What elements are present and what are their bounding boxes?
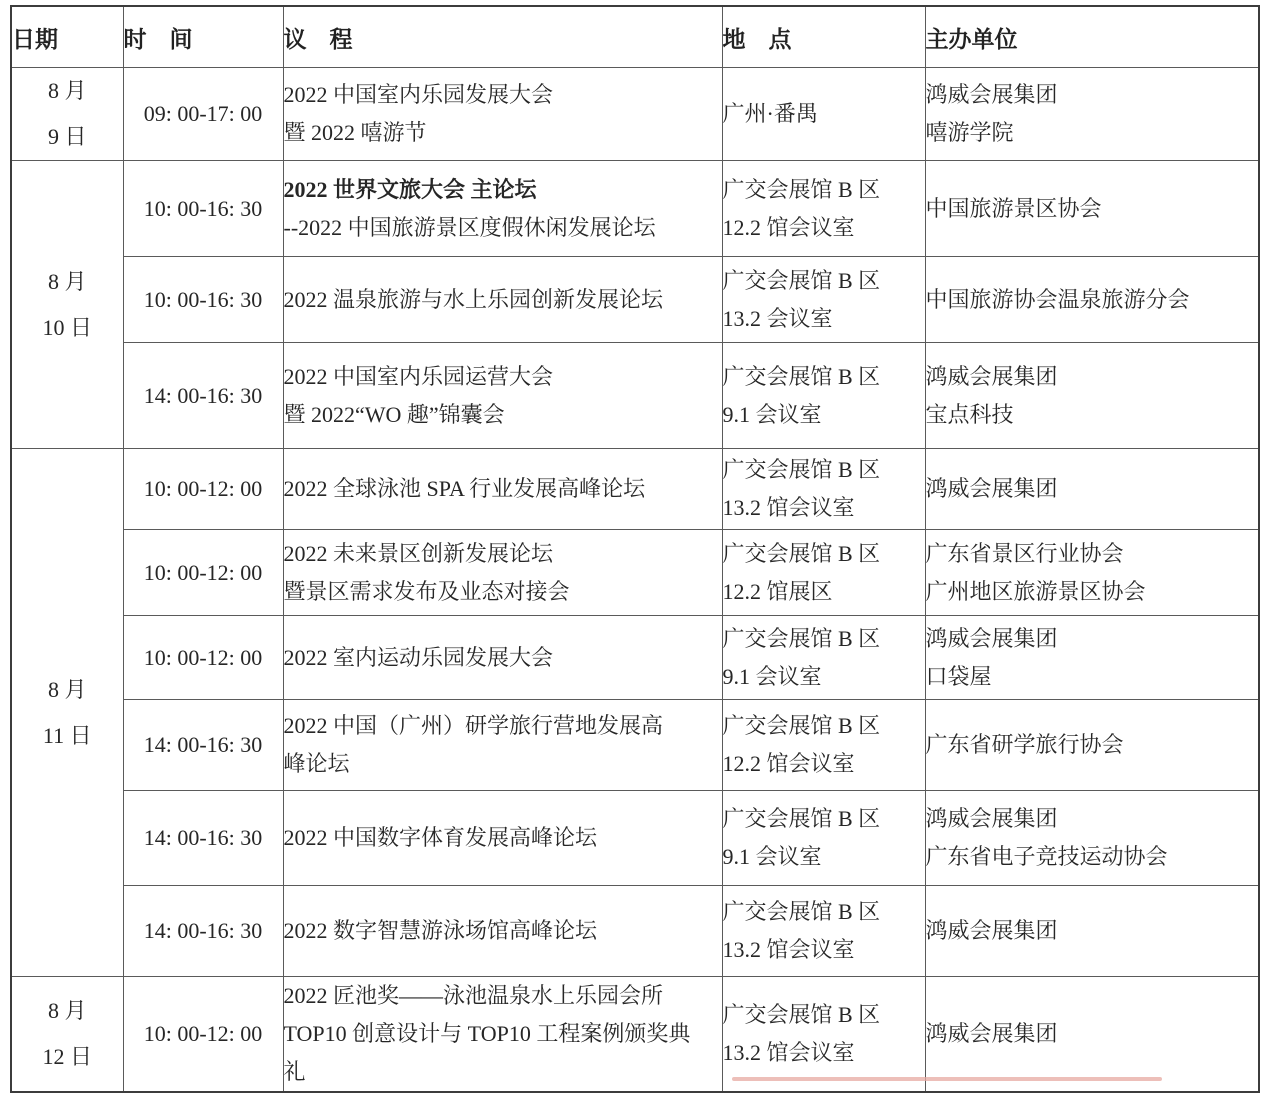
organizer-cell — [925, 530, 1259, 616]
agenda-line: 2022 中国数字体育发展高峰论坛 — [283, 825, 598, 850]
schedule-table-container — [10, 5, 1260, 1093]
organizer-line: 广州地区旅游景区协会 — [925, 578, 1146, 604]
location-cell — [722, 449, 925, 530]
organizer-line: 鸿威会展集团 — [925, 476, 1058, 501]
organizer-line: 广东省研学旅行协会 — [925, 732, 1124, 757]
agenda-cell — [283, 886, 722, 977]
header-location: 地 点 — [722, 6, 925, 68]
organizer-line: 口袋屋 — [925, 663, 992, 689]
agenda-cell — [283, 449, 722, 530]
agenda-cell — [283, 161, 722, 257]
table-row — [11, 68, 1259, 161]
agenda-cell — [283, 616, 722, 700]
date-line: 8 月 — [47, 78, 87, 103]
table-row — [11, 886, 1259, 977]
location-line: 广交会展馆 B 区 — [722, 457, 881, 482]
location-line: 广交会展馆 B 区 — [722, 625, 881, 651]
location-cell — [722, 343, 925, 449]
agenda-line: 2022 中国（广州）研学旅行营地发展高 — [283, 713, 664, 738]
agenda-line: 暨 2022 嘻游节 — [283, 120, 427, 145]
date-cell-aug9 — [11, 68, 123, 161]
date-line: 11 日 — [42, 722, 92, 748]
location-line: 广州·番禺 — [722, 101, 818, 126]
time-cell: 10: 00-16: 30 — [123, 161, 283, 257]
organizer-cell — [925, 161, 1259, 257]
agenda-cell — [283, 977, 722, 1093]
agenda-line: TOP10 创意设计与 TOP10 工程案例颁奖典 — [283, 1021, 691, 1046]
table-row — [11, 161, 1259, 257]
organizer-cell — [925, 257, 1259, 343]
agenda-line: 2022 匠池奖——泳池温泉水上乐园会所 — [283, 983, 664, 1008]
organizer-line: 鸿威会展集团 — [925, 918, 1058, 943]
agenda-line: 礼 — [283, 1059, 306, 1084]
location-line: 13.2 馆会议室 — [722, 495, 855, 520]
table-row — [11, 257, 1259, 343]
date-line: 9 日 — [47, 124, 87, 149]
date-line: 8 月 — [47, 676, 87, 702]
organizer-line: 广东省电子竞技运动协会 — [925, 844, 1168, 869]
table-row — [11, 616, 1259, 700]
agenda-line: 2022 数字智慧游泳场馆高峰论坛 — [283, 918, 598, 943]
date-line: 8 月 — [47, 268, 87, 294]
location-line: 13.2 馆会议室 — [722, 1040, 855, 1065]
time-cell: 14: 00-16: 30 — [123, 700, 283, 791]
time-cell: 10: 00-12: 00 — [123, 977, 283, 1093]
location-cell — [722, 616, 925, 700]
table-row — [11, 977, 1259, 1093]
agenda-line: 暨 2022“WO 趣”锦囊会 — [283, 401, 505, 427]
organizer-line: 宝点科技 — [925, 401, 1014, 427]
agenda-line: 2022 未来景区创新发展论坛 — [283, 540, 554, 566]
location-cell — [722, 791, 925, 886]
organizer-cell — [925, 449, 1259, 530]
organizer-cell — [925, 886, 1259, 977]
date-cell-aug11 — [11, 449, 123, 977]
location-line: 广交会展馆 B 区 — [722, 713, 881, 738]
organizer-line: 鸿威会展集团 — [925, 363, 1058, 389]
organizer-line: 鸿威会展集团 — [925, 625, 1058, 651]
location-line: 13.2 馆会议室 — [722, 937, 855, 962]
table-row — [11, 700, 1259, 791]
agenda-line: 2022 温泉旅游与水上乐园创新发展论坛 — [283, 286, 664, 312]
agenda-line: 2022 室内运动乐园发展大会 — [283, 644, 554, 670]
location-cell — [722, 68, 925, 161]
time-cell: 10: 00-16: 30 — [123, 257, 283, 343]
location-line: 广交会展馆 B 区 — [722, 176, 881, 202]
time-cell: 10: 00-12: 00 — [123, 449, 283, 530]
time-cell: 14: 00-16: 30 — [123, 886, 283, 977]
agenda-cell — [283, 791, 722, 886]
time-cell: 14: 00-16: 30 — [123, 791, 283, 886]
location-line: 12.2 馆会议室 — [722, 751, 855, 776]
organizer-line: 广东省景区行业协会 — [925, 540, 1124, 566]
location-line: 12.2 馆会议室 — [722, 214, 855, 240]
organizer-line: 嘻游学院 — [925, 120, 1014, 145]
agenda-cell — [283, 257, 722, 343]
table-row — [11, 343, 1259, 449]
agenda-line: --2022 中国旅游景区度假休闲发展论坛 — [283, 214, 656, 240]
red-underline-artifact — [732, 1077, 1162, 1081]
table-row — [11, 791, 1259, 886]
location-line: 广交会展馆 B 区 — [722, 899, 881, 924]
location-line: 广交会展馆 B 区 — [722, 540, 881, 566]
organizer-cell — [925, 791, 1259, 886]
time-cell: 10: 00-12: 00 — [123, 616, 283, 700]
location-cell — [722, 530, 925, 616]
agenda-cell — [283, 700, 722, 791]
agenda-line: 2022 中国室内乐园发展大会 — [283, 82, 554, 107]
organizer-line: 鸿威会展集团 — [925, 1021, 1058, 1046]
location-cell — [722, 886, 925, 977]
organizer-cell — [925, 68, 1259, 161]
location-line: 广交会展馆 B 区 — [722, 806, 881, 831]
header-date: 日期 — [11, 6, 123, 68]
organizer-cell — [925, 616, 1259, 700]
date-line: 8 月 — [47, 998, 87, 1023]
location-line: 9.1 会议室 — [722, 663, 822, 689]
agenda-cell — [283, 68, 722, 161]
agenda-line: 峰论坛 — [283, 751, 350, 776]
date-line: 10 日 — [42, 314, 92, 340]
schedule-table — [10, 5, 1260, 1093]
header-agenda: 议 程 — [283, 6, 722, 68]
agenda-cell — [283, 343, 722, 449]
location-cell — [722, 700, 925, 791]
organizer-line: 鸿威会展集团 — [925, 82, 1058, 107]
agenda-line: 2022 全球泳池 SPA 行业发展高峰论坛 — [283, 476, 646, 501]
location-line: 广交会展馆 B 区 — [722, 267, 881, 293]
location-line: 广交会展馆 B 区 — [722, 363, 881, 389]
location-cell — [722, 257, 925, 343]
date-cell-aug12 — [11, 977, 123, 1093]
time-cell: 09: 00-17: 00 — [123, 68, 283, 161]
time-cell: 14: 00-16: 30 — [123, 343, 283, 449]
organizer-cell — [925, 700, 1259, 791]
agenda-line: 2022 中国室内乐园运营大会 — [283, 363, 554, 389]
table-row — [11, 449, 1259, 530]
location-line: 广交会展馆 B 区 — [722, 1002, 881, 1027]
location-cell — [722, 161, 925, 257]
organizer-line: 鸿威会展集团 — [925, 806, 1058, 831]
table-row — [11, 530, 1259, 616]
location-line: 9.1 会议室 — [722, 401, 822, 427]
organizer-cell — [925, 977, 1259, 1093]
agenda-cell — [283, 530, 722, 616]
location-line: 12.2 馆展区 — [722, 578, 833, 604]
organizer-line: 中国旅游协会温泉旅游分会 — [925, 286, 1190, 312]
location-cell — [722, 977, 925, 1093]
header-organizer: 主办单位 — [925, 6, 1259, 68]
organizer-line: 中国旅游景区协会 — [925, 195, 1102, 221]
header-row — [11, 6, 1259, 68]
date-cell-aug10 — [11, 161, 123, 449]
agenda-line-bold: 2022 世界文旅大会 主论坛 — [283, 176, 537, 202]
time-cell: 10: 00-12: 00 — [123, 530, 283, 616]
location-line: 13.2 会议室 — [722, 305, 833, 331]
organizer-cell — [925, 343, 1259, 449]
location-line: 9.1 会议室 — [722, 844, 822, 869]
date-line: 12 日 — [42, 1044, 92, 1069]
agenda-line: 暨景区需求发布及业态对接会 — [283, 578, 570, 604]
header-time: 时 间 — [123, 6, 283, 68]
